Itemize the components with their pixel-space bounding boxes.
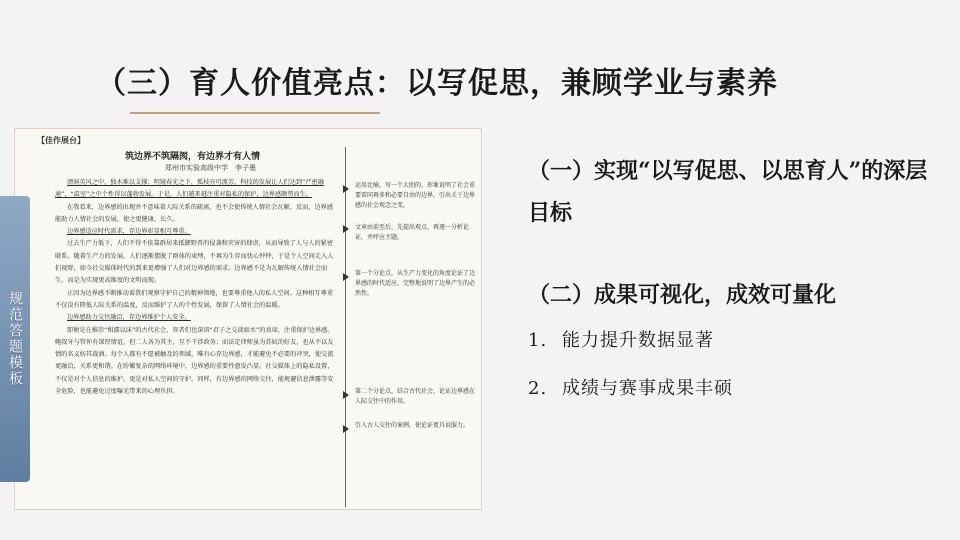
list-item-text: 成绩与赛事成果丰硕 — [562, 378, 733, 399]
section-heading-2: （二）成果可视化，成效可量化 — [528, 282, 837, 308]
note-arrow — [343, 391, 349, 399]
note-arrow — [343, 425, 349, 433]
essay-author: 郑州市实验高级中学 李子墨 — [165, 164, 256, 172]
page-title: （三）育人价值亮点：以写促思，兼顾学业与素养 — [96, 66, 778, 101]
essay-paragraph: 在我看来，边界感的出现并不意味着人际关系的疏离，也不会使传统人情社会瓦解，反而，边界感能助力人情社会的发展，使之更健康，长久。 — [55, 203, 334, 223]
essay-paragraph: 即便是在推崇“相濡以沫”的古代社会，智者们也深谙“君子之交淡如水”的真谛，注重保护边界感。鲍叔牙与管仲有深厚情谊，但二人各为其主，互不干涉政务；而法定律师虽为苏轼的好友，也从不以友情的名义妨其裁酒。每个人都有不愿被触及的领域，唯有心存边界感，才能避免不必要的冲突，使交流更融洽，关系更和谐。在纷繁复杂的网络环境中，边界感的重要性愈发凸显。社交媒体上的隐私设置，不仅是对个人信息的维护，更是对私人空间的守护。同样，有边界感的网络交往，能规避信息泄露等安全危险，也能避免过度曝光带来的心理负担。 — [55, 326, 334, 396]
margin-note: 第一个分论点，从生产力变化的角度论证了边界感的时代适应，完整地说明了边界产生的必然性。 — [355, 270, 476, 297]
margin-divider — [345, 147, 346, 507]
essay-paragraph: 过去生产力低下，人们不得不依靠群居来抵御野兽的侵袭和灾害的肆虐，从而导致了人与人的紧密联系。随着生产力的发展，人们逐渐摆脱了群体的束缚，不再为生存而忧心忡忡，于是个人空间走入人们视野，如今社交媒体时代的到来更增强了人们对边界感的需求。边界感不是为瓦解传统人情社会而生，而是为实现更高维度的文明而现。 — [55, 240, 334, 285]
margin-note: 引入古人交往的案例，使论证更具说服力。 — [355, 422, 470, 429]
essay-paragraph: 正因为边界感不断推动着我们观察守护自己的精神领地，也要尊重他人的私人空间。这种相互尊重不仅没有降低人际关系的温度，反而维护了人的个性发展，保留了人情社会的温暖。 — [55, 289, 334, 309]
essay-scan-image — [14, 128, 482, 510]
margin-note: 运用比喻，写一个大胆的，形象说明了社会重要雷同再多和必要自由的边界，引出关于边界感的社会观念之变。 — [355, 182, 476, 209]
essay-title: 筑边界不筑隔阂，有边界才有人情 — [125, 152, 261, 162]
note-arrow — [343, 225, 349, 233]
side-tab-label — [0, 196, 30, 482]
margin-note: 文章由前至后，先提出观点，再逐一分析论证，并呼应主题。 — [355, 224, 470, 241]
list-item-text: 能力提升数据显著 — [562, 330, 714, 351]
side-tab-text: 规范答题模板 — [7, 291, 23, 387]
list-item-number: 1. — [528, 330, 548, 351]
scan-header-label: 【佳作展台】 — [37, 136, 85, 145]
essay-subheading: 边界感适应时代需求，存边界彰显相互尊重。 — [67, 228, 191, 236]
section-heading-1: （一）实现“以写促思、以思育人”的深层目标 — [528, 158, 928, 226]
title-underline — [130, 112, 380, 114]
list-item-number: 2. — [528, 378, 548, 399]
essay-paragraph: 漂洞英风之中，独木难以支撑；明镜春光之下，孤枝亦可流芳。科技的发展让人们达到“严密融通”，“温室”之中个性得以蓬勃发展。于是，人们越来越注重对隐私的保护，边界感颇势而生。 — [55, 179, 324, 199]
note-arrow — [343, 273, 349, 281]
margin-note: 第二个分论点，结合古代社会，论证边界感在人际交往中的作用。 — [355, 388, 476, 405]
note-arrow — [343, 185, 349, 193]
essay-subheading: 边界感助力交往融洽，存边界维护个人安全。 — [67, 314, 191, 322]
essay-body — [55, 177, 337, 398]
list-item — [528, 374, 733, 400]
list-item — [528, 326, 714, 352]
